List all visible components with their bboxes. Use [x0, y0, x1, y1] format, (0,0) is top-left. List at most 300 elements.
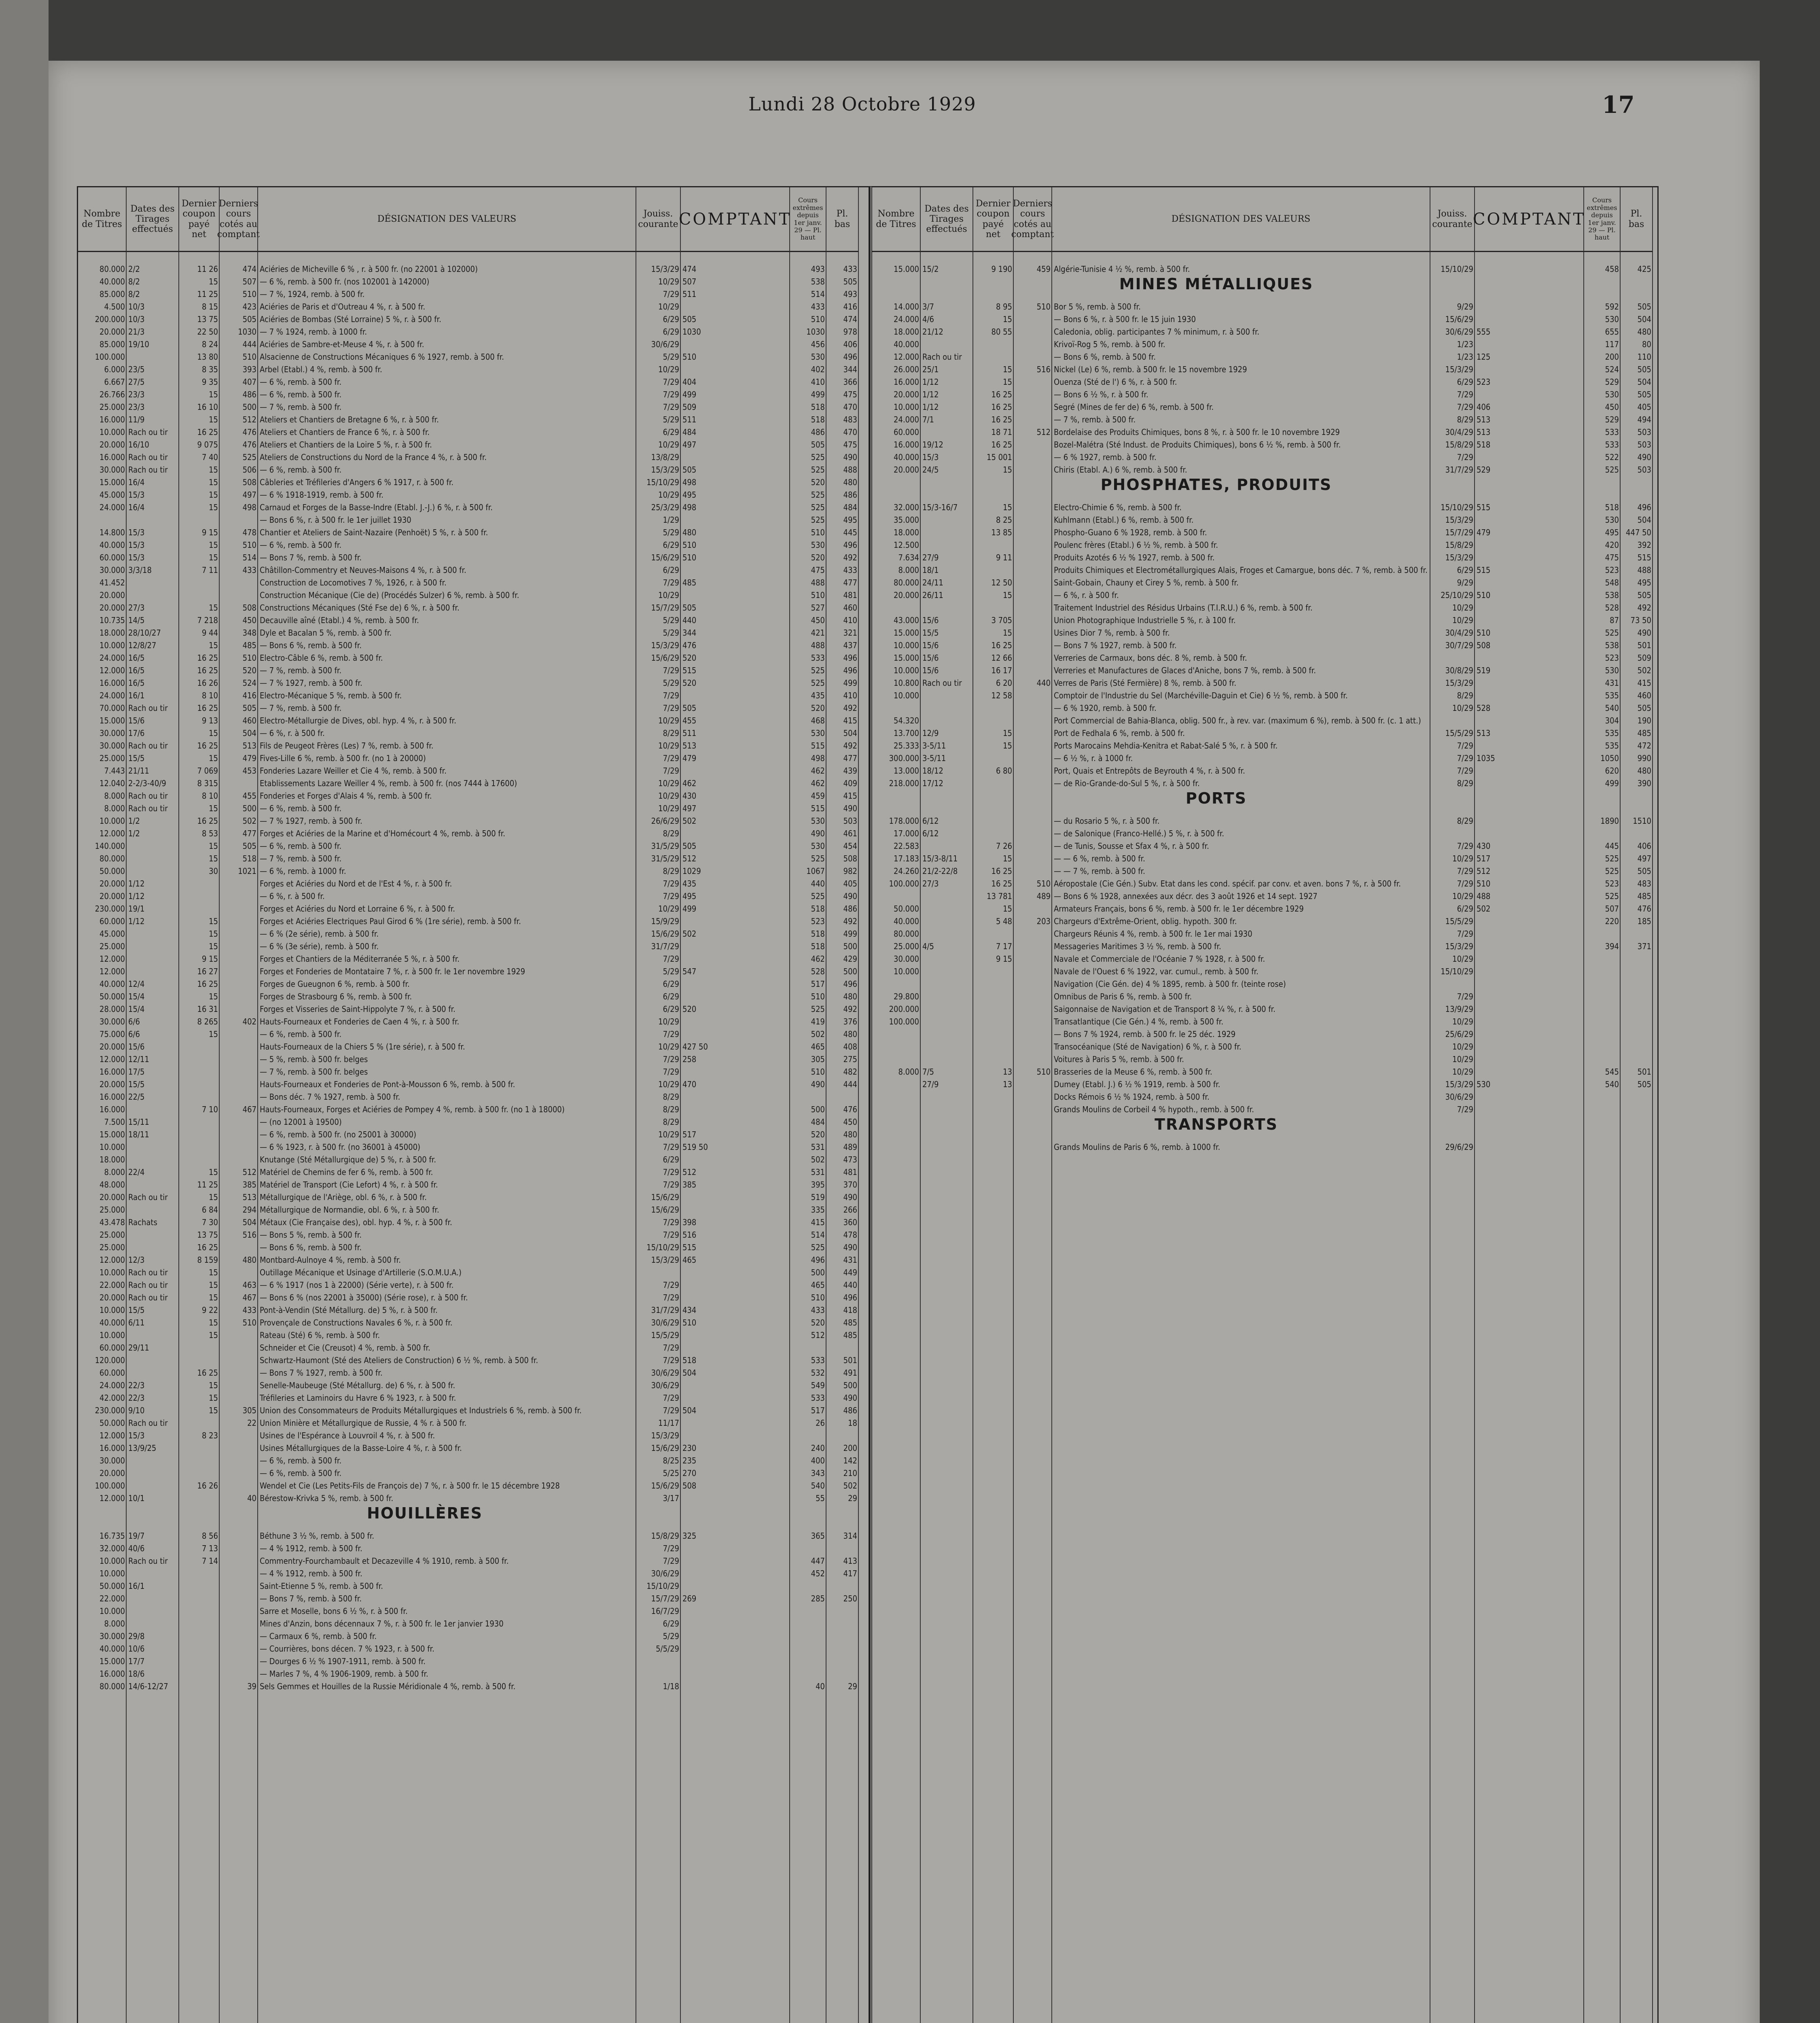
cell-jouiss: 10/29 — [1452, 1017, 1473, 1026]
cell-cours: 348 — [242, 628, 256, 638]
cell-nombre: 10.000 — [894, 402, 919, 412]
cell-designation: Sarre et Moselle, bons 6 ½ %, r. à 500 fr. — [260, 1606, 408, 1616]
cell-jouiss: 3/17 — [663, 1493, 679, 1503]
table-row — [78, 678, 869, 689]
cell-cours: 463 — [242, 1280, 256, 1290]
cell-coupon: 16 26 — [197, 1481, 218, 1491]
cell-nombre: 20.000 — [100, 1079, 125, 1089]
cell-cours: 510 — [242, 653, 256, 663]
cell-bas: 210 — [843, 1468, 857, 1478]
cell-nombre: 10.000 — [100, 1268, 125, 1277]
cell-nombre: 12.040 — [100, 778, 125, 788]
cell-jouiss: 10/29 — [1452, 1054, 1473, 1064]
cell-cours: 507 — [242, 277, 256, 286]
table-row — [78, 1155, 869, 1166]
cell-jouiss: 15/3/29 — [1445, 365, 1473, 374]
table-row — [872, 302, 1657, 313]
cell-designation: — Marles 7 %, 4 % 1906-1909, remb. à 500 fr. — [260, 1669, 428, 1679]
cell-nombre: 10.000 — [894, 967, 919, 976]
cell-jouiss: 31/7/29 — [651, 942, 679, 951]
cell-designation: Grands Moulins de Corbeil 4 % hypoth., remb. à 500 fr. — [1054, 1105, 1254, 1114]
cell-comptant: 325 — [682, 1531, 697, 1541]
table-row — [872, 716, 1657, 727]
cell-jouiss: 6/29 — [663, 979, 679, 989]
cell-bas: 496 — [843, 1293, 857, 1302]
cell-dates: 6/12 — [922, 816, 939, 826]
table-row — [78, 427, 869, 439]
table-row — [78, 277, 869, 288]
cell-comptant: 470 — [682, 1079, 697, 1089]
table-row — [78, 440, 869, 451]
cell-haut: 456 — [811, 339, 825, 349]
cell-jouiss: 7/29 — [663, 1217, 679, 1227]
cell-designation: Wendel et Cie (Les Petits-Fils de François de) 7 %, r. à 500 fr. le 15 décembre 1928 — [260, 1481, 560, 1491]
cell-bas: 499 — [843, 678, 857, 688]
cell-coupon: 16 25 — [991, 440, 1012, 450]
cell-designation: Transocéanique (Sté de Navigation) 6 %, r. à 500 fr. — [1054, 1042, 1242, 1052]
cell-nombre: 6.667 — [104, 377, 125, 387]
cell-bas: 474 — [843, 314, 857, 324]
cell-cours: 516 — [242, 1230, 256, 1240]
cell-designation: Ports Marocains Mehdia-Kenitra et Rabat-Salé 5 %, r. à 500 fr. — [1054, 741, 1278, 751]
table-row — [872, 1054, 1657, 1066]
cell-designation: — 6 % 1918-1919, remb. à 500 fr. — [260, 490, 383, 500]
cell-haut: 499 — [1605, 778, 1619, 788]
cell-dates: 12/8/27 — [128, 640, 157, 650]
table-row — [78, 1117, 869, 1128]
cell-nombre: 32.000 — [100, 1544, 125, 1553]
cell-jouiss: 1/18 — [663, 1682, 679, 1691]
cell-cours: 416 — [242, 691, 256, 700]
cell-comptant: 474 — [682, 264, 697, 274]
cell-nombre: 18.000 — [100, 628, 125, 638]
cell-haut: 200 — [1605, 352, 1619, 362]
cell-designation: — 6 %, r. à 500 fr. — [1054, 590, 1119, 600]
cell-jouiss: 7/29 — [663, 289, 679, 299]
cell-jouiss: 7/29 — [1457, 866, 1473, 876]
cell-haut: 515 — [811, 804, 825, 813]
cell-nombre: 140.000 — [95, 841, 125, 851]
cell-coupon: 16 31 — [197, 1004, 218, 1014]
cell-comptant: 513 — [682, 741, 697, 751]
cell-designation: Chantier et Ateliers de Saint-Nazaire (Penhoët) 5 %, r. à 500 fr. — [260, 528, 488, 537]
cell-jouiss: 10/29 — [1452, 954, 1473, 964]
table-row — [78, 992, 869, 1003]
cell-jouiss: 7/29 — [663, 377, 679, 387]
cell-haut: 533 — [811, 653, 825, 663]
cell-bas: 496 — [843, 352, 857, 362]
table-row — [78, 1493, 869, 1505]
column-header-bas: Pl. bas — [1621, 187, 1653, 252]
cell-comptant: 508 — [1477, 640, 1491, 650]
cell-jouiss: 15/10/29 — [646, 1581, 679, 1591]
cell-designation: — 6 ½ %, r. à 1000 fr. — [1054, 753, 1133, 763]
cell-nombre: 13.000 — [894, 766, 919, 776]
cell-jouiss: 30/6/29 — [651, 1318, 679, 1327]
cell-dates: 6/11 — [128, 1318, 145, 1327]
cell-bas: 418 — [843, 1305, 857, 1315]
cell-jouiss: 5/29 — [663, 615, 679, 625]
table-row — [78, 1054, 869, 1066]
cell-bas: 990 — [1637, 753, 1651, 763]
cell-designation: — 6 % (3e série), remb. à 500 fr. — [260, 942, 379, 951]
table-row — [872, 728, 1657, 740]
cell-cours: 516 — [1036, 365, 1051, 374]
table-row — [78, 666, 869, 677]
cell-jouiss: 10/29 — [658, 1130, 679, 1139]
cell-dates: 10/3 — [128, 314, 145, 324]
cell-coupon: 3 705 — [991, 615, 1012, 625]
cell-dates: 27/9 — [922, 1079, 939, 1089]
cell-jouiss: 5/25 — [663, 1468, 679, 1478]
cell-bas: 483 — [843, 415, 857, 424]
cell-haut: 490 — [811, 829, 825, 838]
cell-coupon: 15 — [1003, 590, 1012, 600]
cell-designation: — 6 %, remb. à 500 fr. — [260, 1468, 342, 1478]
cell-haut: 528 — [1605, 603, 1619, 613]
cell-jouiss: 15/3/29 — [1445, 515, 1473, 525]
cell-dates: 15/5 — [128, 1079, 145, 1089]
table-row — [78, 1669, 869, 1680]
cell-coupon: 16 25 — [197, 979, 218, 989]
table-row — [872, 967, 1657, 978]
cell-bas: 321 — [843, 628, 857, 638]
table-row — [78, 1619, 869, 1630]
cell-designation: — 7 %, 1924, remb. à 500 fr. — [260, 289, 365, 299]
cell-haut: 530 — [1605, 390, 1619, 399]
cell-jouiss: 10/29 — [1452, 615, 1473, 625]
cell-jouiss: 7/29 — [1457, 741, 1473, 751]
cell-jouiss: 10/29 — [658, 778, 679, 788]
cell-dates: Rach ou tir — [128, 1293, 168, 1302]
cell-bas: 370 — [843, 1180, 857, 1190]
cell-comptant: 502 — [682, 929, 697, 939]
cell-jouiss: 8/29 — [1457, 816, 1473, 826]
cell-dates: 7/5 — [922, 1067, 934, 1077]
comptant-title: COMPTANT — [678, 210, 792, 229]
cell-coupon: 16 27 — [197, 967, 218, 976]
cell-nombre: 25.000 — [100, 1243, 125, 1252]
cell-bas: 490 — [843, 1243, 857, 1252]
cell-designation: Brasseries de la Meuse 6 %, remb. à 500 fr. — [1054, 1067, 1212, 1077]
cell-dates: Rach ou tir — [922, 352, 962, 362]
cell-haut: 514 — [811, 1230, 825, 1240]
cell-coupon: 15 — [209, 503, 218, 512]
cell-designation: — 6 %, remb. à 500 fr. — [260, 465, 342, 475]
table-row — [78, 578, 869, 589]
cell-nombre: 41.452 — [100, 578, 125, 587]
cell-dates: 4/5 — [922, 942, 934, 951]
cell-comptant: 480 — [682, 528, 697, 537]
table-row — [78, 1368, 869, 1379]
cell-nombre: 28.000 — [100, 1004, 125, 1014]
cell-haut: 522 — [1605, 452, 1619, 462]
table-row — [78, 1268, 869, 1279]
cell-jouiss: 15/6/29 — [651, 653, 679, 663]
cell-comptant: 513 — [1477, 728, 1491, 738]
cell-nombre: 12.000 — [100, 967, 125, 976]
cell-haut: 533 — [811, 1393, 825, 1403]
cell-bas: 437 — [843, 640, 857, 650]
cell-bas: 429 — [843, 954, 857, 964]
cell-designation: — 7 %, remb. à 500 fr. — [260, 854, 342, 863]
cell-nombre: 35.000 — [894, 515, 919, 525]
cell-haut: 525 — [811, 1243, 825, 1252]
cell-comptant: 515 — [682, 1243, 697, 1252]
table-row — [78, 1092, 869, 1103]
cell-jouiss: 10/29 — [1452, 891, 1473, 901]
cell-haut: 540 — [1605, 703, 1619, 713]
cell-dates: 10/1 — [128, 1493, 145, 1503]
cell-comptant: 518 — [682, 1355, 697, 1365]
cell-jouiss: 7/29 — [663, 1142, 679, 1152]
cell-designation: Aciéries de Bombas (Sté Lorraine) 5 %, r. à 500 fr. — [260, 314, 441, 324]
cell-jouiss: 15/6/29 — [651, 1205, 679, 1215]
cell-bas: 488 — [843, 465, 857, 475]
cell-coupon: 9 15 — [201, 528, 218, 537]
cell-coupon: 16 26 — [197, 678, 218, 688]
cell-coupon: 30 — [209, 866, 218, 876]
cell-jouiss: 7/29 — [663, 402, 679, 412]
cell-nombre: 16.000 — [100, 678, 125, 688]
cell-bas: 982 — [843, 866, 857, 876]
cell-jouiss: 10/29 — [658, 440, 679, 450]
cell-comptant: 435 — [682, 879, 697, 889]
cell-comptant: 510 — [1477, 879, 1491, 889]
cell-coupon: 15 001 — [987, 452, 1012, 462]
cell-jouiss: 8/29 — [663, 728, 679, 738]
cell-comptant: 499 — [682, 390, 697, 399]
cell-dates: 19/10 — [128, 339, 149, 349]
cell-coupon: 7 40 — [201, 452, 218, 462]
cell-designation: — 6 %, remb. à 1000 fr. — [260, 866, 346, 876]
cell-designation: — 4 % 1912, remb. à 500 fr. — [260, 1544, 362, 1553]
cell-designation: Usines de l'Espérance à Louvroil 4 %, r. à 500 fr. — [260, 1431, 435, 1440]
table-row — [78, 503, 869, 514]
cell-jouiss: 15/10/29 — [1441, 503, 1473, 512]
table-row — [78, 640, 869, 652]
column-header-coupon: Dernier coupon payé net — [179, 187, 220, 252]
cell-coupon: 5 48 — [996, 916, 1012, 926]
cell-coupon: 15 — [209, 415, 218, 424]
table-row — [872, 691, 1657, 702]
cell-haut: 518 — [811, 942, 825, 951]
cell-designation: Hauts-Fourneaux et Fonderies de Pont-à-Mousson 6 %, remb. à 500 fr. — [260, 1079, 515, 1089]
cell-designation: Caledonia, oblig. participantes 7 % minimum, r. à 500 fr. — [1054, 327, 1260, 337]
cell-nombre: 16.000 — [894, 377, 919, 387]
cell-nombre: 4.500 — [104, 302, 125, 312]
cell-jouiss: 7/29 — [663, 753, 679, 763]
cell-nombre: 10.000 — [100, 1330, 125, 1340]
table-row — [78, 1318, 869, 1329]
cell-designation: Poulenc frères (Etabl.) 6 ½ %, remb. à 500 fr. — [1054, 540, 1218, 550]
cell-dates: 4/6 — [922, 314, 934, 324]
cell-jouiss: 6/29 — [663, 1619, 679, 1629]
cell-designation: Port, Quais et Entrepôts de Beyrouth 4 %, r. à 500 fr. — [1054, 766, 1245, 776]
cell-bas: 500 — [843, 942, 857, 951]
cell-haut: 533 — [1605, 440, 1619, 450]
table-row — [78, 590, 869, 602]
cell-comptant: 515 — [682, 666, 697, 675]
cell-bas: 481 — [843, 1167, 857, 1177]
table-row — [872, 314, 1657, 326]
cell-coupon: 7 13 — [201, 1544, 218, 1553]
cell-haut: 55 — [816, 1493, 825, 1503]
cell-designation: Fils de Peugeot Frères (Les) 7 %, remb. à 500 fr. — [260, 741, 434, 751]
cell-haut: 465 — [811, 1042, 825, 1052]
cell-designation: — 6 % 1920, remb. à 500 fr. — [1054, 703, 1157, 713]
column-header-jouiss: Jouiss. courante — [1430, 187, 1475, 252]
cell-designation: — 6 %, remb. à 500 fr. — [260, 804, 342, 813]
cell-bas: 200 — [843, 1443, 857, 1453]
table-row — [872, 703, 1657, 715]
cell-haut: 517 — [811, 1406, 825, 1415]
cell-nombre: 54.320 — [894, 716, 919, 725]
cell-dates: 21/3 — [128, 327, 145, 337]
cell-dates: 1/2 — [128, 829, 140, 838]
cell-jouiss: 7/29 — [663, 1180, 679, 1190]
cell-nombre: 25.333 — [894, 741, 919, 751]
cell-haut: 335 — [811, 1205, 825, 1215]
cell-cours: 510 — [1036, 879, 1051, 889]
cell-comptant: 404 — [682, 377, 697, 387]
cell-nombre: 60.000 — [100, 1343, 125, 1353]
cell-bas: 473 — [843, 1155, 857, 1164]
column-header-comptant — [678, 187, 792, 252]
cell-bas: 476 — [1637, 904, 1651, 914]
cell-cours: 39 — [247, 1682, 256, 1691]
cell-jouiss: 10/29 — [658, 804, 679, 813]
cell-comptant: 504 — [682, 1368, 697, 1378]
cell-bas: 29 — [848, 1682, 857, 1691]
cell-comptant: 504 — [682, 1406, 697, 1415]
cell-bas: 142 — [843, 1456, 857, 1465]
cell-bas: 314 — [843, 1531, 857, 1541]
cell-comptant: 499 — [682, 904, 697, 914]
cell-cours: 467 — [242, 1293, 256, 1302]
cell-cours: 518 — [242, 854, 256, 863]
table-row — [872, 829, 1657, 840]
cell-dates: 16/1 — [128, 691, 145, 700]
cell-nombre: 25.000 — [100, 753, 125, 763]
cell-jouiss: 15/8/29 — [651, 1531, 679, 1541]
cell-jouiss: 16/7/29 — [651, 1606, 679, 1616]
table-row — [78, 1631, 869, 1643]
cell-cours: 385 — [242, 1180, 256, 1190]
cell-jouiss: 6/29 — [1457, 377, 1473, 387]
cell-nombre: 230.000 — [95, 904, 125, 914]
cell-coupon: 15 — [209, 1293, 218, 1302]
cell-comptant: 512 — [1477, 866, 1491, 876]
table-row — [872, 465, 1657, 476]
cell-designation: Ateliers de Constructions du Nord de la France 4 %, r. à 500 fr. — [260, 452, 487, 462]
table-row — [78, 1644, 869, 1655]
cell-designation: — 6 %, remb. à 500 fr. — [260, 390, 342, 399]
table-row — [78, 302, 869, 313]
table-row — [872, 352, 1657, 363]
cell-coupon: 13 75 — [197, 1230, 218, 1240]
cell-haut: 507 — [1605, 904, 1619, 914]
cell-dates: 15/3 — [128, 528, 145, 537]
table-row — [78, 1217, 869, 1229]
cell-designation: — Dourges 6 ½ % 1907-1911, remb. à 500 fr. — [260, 1656, 426, 1666]
cell-designation: — 7 %, remb. à 500 fr. belges — [260, 1067, 368, 1077]
cell-bas: 470 — [843, 427, 857, 437]
cell-designation: Chargeurs Réunis 4 %, remb. à 500 fr. le 1er mai 1930 — [1054, 929, 1252, 939]
cell-dates: 15/3 — [128, 540, 145, 550]
cell-cours: 513 — [242, 741, 256, 751]
table-row — [78, 402, 869, 414]
cell-haut: 525 — [811, 490, 825, 500]
cell-coupon: 15 — [209, 540, 218, 550]
cell-jouiss: 7/29 — [1457, 1105, 1473, 1114]
cell-bas: 477 — [843, 753, 857, 763]
cell-dates: 14/5 — [128, 615, 145, 625]
cell-dates: 21/12 — [922, 327, 943, 337]
cell-nombre: 43.478 — [100, 1217, 125, 1227]
cell-designation: Chargeurs d'Extrême-Orient, oblig. hypoth. 300 fr. — [1054, 916, 1237, 926]
cell-comptant: 455 — [682, 716, 697, 725]
cell-bas: 497 — [1637, 854, 1651, 863]
cell-nombre: 16.000 — [100, 452, 125, 462]
cell-bas: 502 — [843, 1481, 857, 1491]
cell-comptant: 440 — [682, 615, 697, 625]
cell-jouiss: 10/29 — [658, 365, 679, 374]
cell-coupon: 15 — [209, 603, 218, 613]
cell-nombre: 50.000 — [100, 1418, 125, 1428]
cell-haut: 445 — [1605, 841, 1619, 851]
table-row — [872, 866, 1657, 878]
table-row — [78, 1280, 869, 1291]
page-number: 17 — [1602, 91, 1635, 119]
table-row — [872, 979, 1657, 990]
cell-comptant: 519 50 — [682, 1142, 708, 1152]
cell-coupon: 16 25 — [991, 866, 1012, 876]
cell-haut: 538 — [1605, 590, 1619, 600]
cell-dates: 22/4 — [128, 1167, 145, 1177]
cell-comptant: 258 — [682, 1054, 697, 1064]
cell-coupon: 16 25 — [197, 1243, 218, 1252]
cell-haut: 523 — [1605, 565, 1619, 575]
cell-designation: — 4 % 1912, remb. à 500 fr. — [260, 1569, 362, 1578]
table-row — [872, 891, 1657, 903]
cell-bas: 504 — [1637, 515, 1651, 525]
cell-designation: Messageries Maritimes 3 ½ %, remb. à 500 fr. — [1054, 942, 1221, 951]
cell-comptant: 520 — [682, 1004, 697, 1014]
cell-designation: Verreries et Manufactures de Glaces d'Aniche, bons 7 %, remb. à 500 fr. — [1054, 666, 1316, 675]
cell-nombre: 17.000 — [894, 829, 919, 838]
cell-dates: Rach ou tir — [128, 465, 168, 475]
cell-cours: 450 — [242, 615, 256, 625]
cell-bas: 439 — [843, 766, 857, 776]
cell-designation: Bordelaise des Produits Chimiques, bons 8 %, r. à 500 fr. le 10 novembre 1929 — [1054, 427, 1340, 437]
cell-coupon: 7 10 — [201, 1105, 218, 1114]
table-row — [78, 327, 869, 338]
cell-nombre: 10.000 — [894, 666, 919, 675]
cell-comptant: 430 — [682, 791, 697, 801]
cell-cours: 453 — [242, 766, 256, 776]
cell-haut: 447 — [811, 1556, 825, 1566]
cell-haut: 488 — [811, 578, 825, 587]
cell-jouiss: 15/3/29 — [1445, 1079, 1473, 1089]
cell-haut: 495 — [1605, 528, 1619, 537]
cell-nombre: 24.000 — [100, 1380, 125, 1390]
cell-coupon: 7 11 — [201, 565, 218, 575]
cell-nombre: 60.000 — [100, 553, 125, 562]
cell-nombre: 17.183 — [894, 854, 919, 863]
cell-nombre: 12.000 — [100, 1493, 125, 1503]
table-row — [78, 1029, 869, 1041]
